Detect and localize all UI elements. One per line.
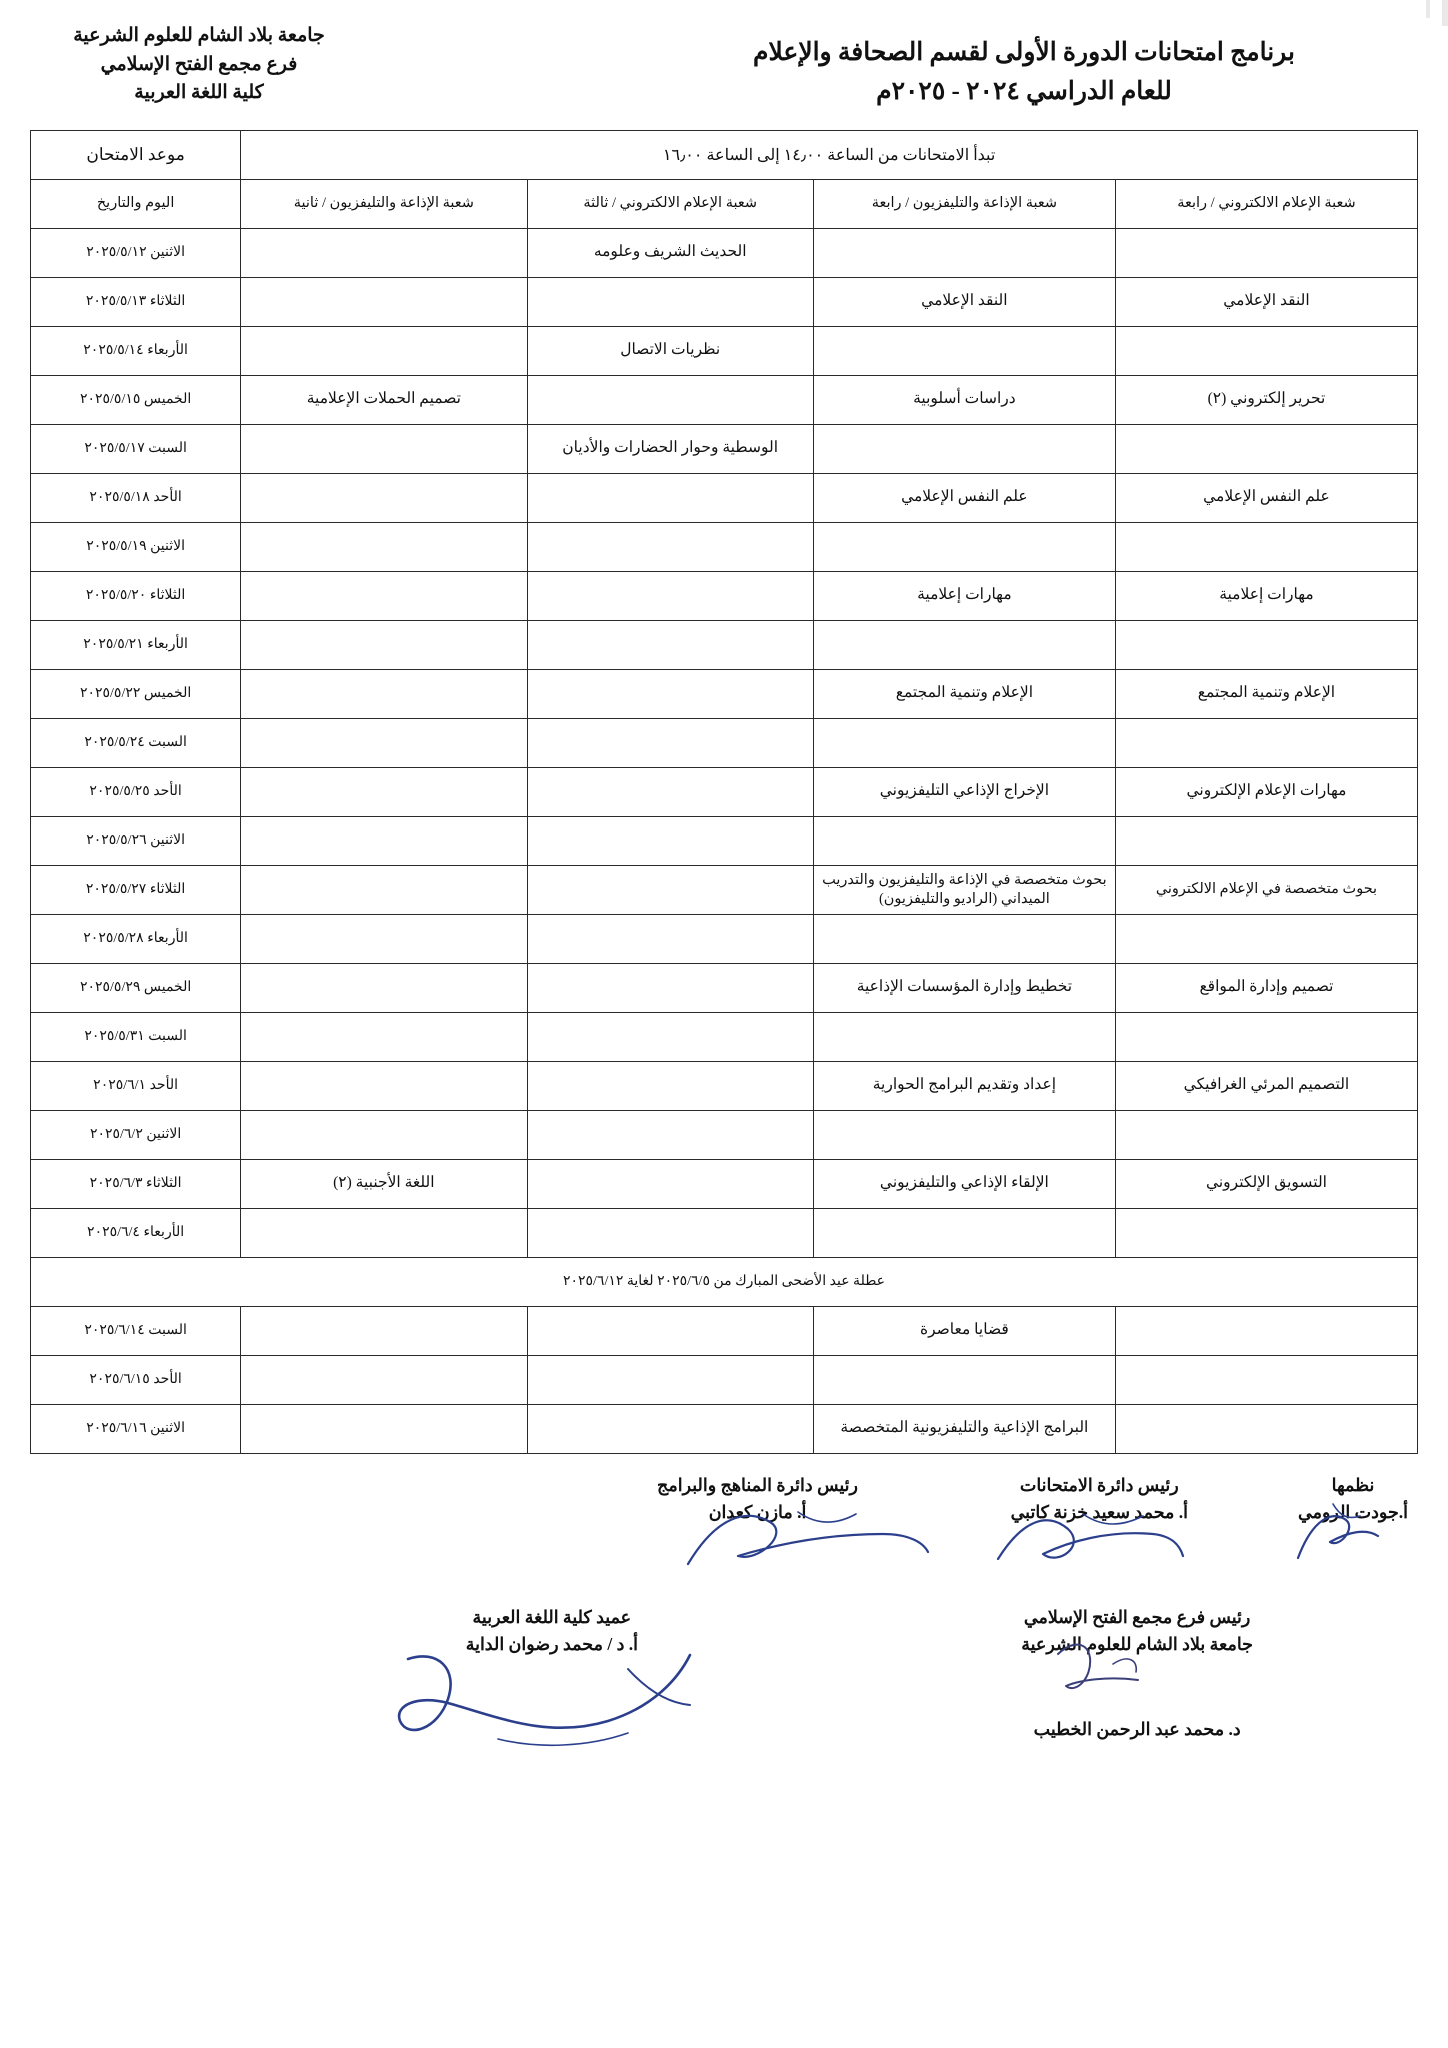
cell-d: دراسات أسلوبية (813, 375, 1115, 424)
scan-edge-mark (1426, 0, 1430, 18)
time-banner: تبدأ الامتحانات من الساعة ١٤٫٠٠ إلى الساعة ١٦٫٠٠ (241, 130, 1418, 179)
cell-d (813, 1110, 1115, 1159)
cell-e (1115, 1404, 1417, 1453)
cell-b (241, 865, 527, 914)
cell-d: بحوث متخصصة في الإذاعة والتليفزيون والتدريب الميداني (الراديو والتليفزيون) (813, 865, 1115, 914)
cell-date: الأحد ٢٠٢٥/٦/١٥ (31, 1355, 241, 1404)
column-header-e: شعبة الإعلام الالكتروني / رابعة (1115, 179, 1417, 228)
cell-b (241, 1208, 527, 1257)
cell-e (1115, 1110, 1417, 1159)
table-row (31, 424, 1418, 473)
table-row (31, 718, 1418, 767)
signature-role: رئيس دائرة الامتحانات (1019, 1474, 1179, 1495)
cell-e: تحرير إلكتروني (٢) (1115, 375, 1417, 424)
cell-date: الأربعاء ٢٠٢٥/٥/٢٨ (31, 914, 241, 963)
cell-date: السبت ٢٠٢٥/٥/١٧ (31, 424, 241, 473)
cell-date: الاثنين ٢٠٢٥/٥/٢٦ (31, 816, 241, 865)
cell-d (813, 228, 1115, 277)
cell-b (241, 816, 527, 865)
cell-c (527, 767, 813, 816)
cell-e: علم النفس الإعلامي (1115, 473, 1417, 522)
org-line-3: كلية اللغة العربية (134, 82, 264, 103)
cell-date: الثلاثاء ٢٠٢٥/٦/٣ (31, 1159, 241, 1208)
cell-date: الخميس ٢٠٢٥/٥/٢٢ (31, 669, 241, 718)
cell-date: الثلاثاء ٢٠٢٥/٥/٢٧ (31, 865, 241, 914)
cell-e (1115, 1208, 1417, 1257)
table-row (31, 1012, 1418, 1061)
cell-date: الاثنين ٢٠٢٥/٦/١٦ (31, 1404, 241, 1453)
signature-role: عميد كلية اللغة العربية (472, 1606, 632, 1627)
cell-c (527, 865, 813, 914)
cell-c (527, 620, 813, 669)
cell-d: إعداد وتقديم البرامج الحوارية (813, 1061, 1115, 1110)
cell-c (527, 1306, 813, 1355)
table-row (31, 1306, 1418, 1355)
table-row (31, 1355, 1418, 1404)
cell-c (527, 473, 813, 522)
signature-name: أ. د / محمد رضوان الداية (465, 1633, 638, 1654)
cell-d (813, 424, 1115, 473)
title-line-1: برنامج امتحانات الدورة الأولى لقسم الصحافة والإعلام (753, 39, 1295, 66)
signature-name: د. محمد عبد الرحمن الخطيب (1033, 1718, 1241, 1739)
cell-d (813, 326, 1115, 375)
cell-c (527, 1355, 813, 1404)
cell-e: مهارات الإعلام الإلكتروني (1115, 767, 1417, 816)
cell-c (527, 1159, 813, 1208)
cell-c (527, 1404, 813, 1453)
cell-e: تصميم وإدارة المواقع (1115, 963, 1417, 1012)
cell-c: الحديث الشريف وعلومه (527, 228, 813, 277)
cell-b (241, 228, 527, 277)
signature-block-organizer (1298, 1472, 1408, 1526)
cell-d: النقد الإعلامي (813, 277, 1115, 326)
table-row (31, 816, 1418, 865)
cell-d (813, 522, 1115, 571)
cell-e (1115, 816, 1417, 865)
org-line-1: جامعة بلاد الشام للعلوم الشرعية (73, 25, 325, 46)
table-row (31, 669, 1418, 718)
signature-role-line-1: رئيس فرع مجمع الفتح الإسلامي (1023, 1606, 1251, 1627)
cell-e (1115, 914, 1417, 963)
cell-d (813, 816, 1115, 865)
table-row (31, 228, 1418, 277)
cell-c (527, 1061, 813, 1110)
cell-b (241, 424, 527, 473)
cell-c (527, 669, 813, 718)
table-row (31, 277, 1418, 326)
cell-e (1115, 718, 1417, 767)
cell-c: الوسطية وحوار الحضارات والأديان (527, 424, 813, 473)
cell-date: الأحد ٢٠٢٥/٥/٢٥ (31, 767, 241, 816)
cell-b (241, 1061, 527, 1110)
cell-e (1115, 522, 1417, 571)
cell-d: قضايا معاصرة (813, 1306, 1115, 1355)
title-line-2: للعام الدراسي ٢٠٢٤ - ٢٠٢٥م (876, 77, 1172, 105)
cell-e: التسويق الإلكتروني (1115, 1159, 1417, 1208)
cell-c (527, 277, 813, 326)
cell-c (527, 522, 813, 571)
cell-b (241, 326, 527, 375)
cell-date: الاثنين ٢٠٢٥/٦/٢ (31, 1110, 241, 1159)
signature-role: نظمها (1331, 1474, 1375, 1495)
table-row (31, 326, 1418, 375)
column-header-d: شعبة الإذاعة والتليفزيون / رابعة (813, 179, 1115, 228)
moed-header: موعد الامتحان (31, 130, 241, 179)
cell-d (813, 1012, 1115, 1061)
cell-d: البرامج الإذاعية والتليفزيونية المتخصصة (813, 1404, 1115, 1453)
signature-name: أ. محمد سعيد خزنة كاتبي (1010, 1501, 1188, 1522)
cell-date: الأحد ٢٠٢٥/٦/١ (31, 1061, 241, 1110)
cell-d (813, 620, 1115, 669)
signature-block-exams-head (1011, 1472, 1188, 1526)
cell-e (1115, 228, 1417, 277)
signature-area (30, 1464, 1418, 1794)
cell-c (527, 1012, 813, 1061)
cell-e: التصميم المرئي الغرافيكي (1115, 1061, 1417, 1110)
cell-b (241, 1012, 527, 1061)
cell-b (241, 1110, 527, 1159)
page-title (694, 34, 1354, 112)
column-header-date: اليوم والتاريخ (31, 179, 241, 228)
cell-d: تخطيط وإدارة المؤسسات الإذاعية (813, 963, 1115, 1012)
cell-date: الخميس ٢٠٢٥/٥/١٥ (31, 375, 241, 424)
cell-c (527, 375, 813, 424)
cell-c (527, 963, 813, 1012)
cell-date: السبت ٢٠٢٥/٦/١٤ (31, 1306, 241, 1355)
cell-b (241, 767, 527, 816)
document-header (0, 0, 1448, 112)
cell-b (241, 1306, 527, 1355)
scan-edge-mark (1442, 0, 1448, 26)
table-row (31, 1061, 1418, 1110)
cell-d (813, 1208, 1115, 1257)
table-row (31, 620, 1418, 669)
cell-b (241, 473, 527, 522)
cell-b (241, 571, 527, 620)
column-header-c: شعبة الإعلام الالكتروني / ثالثة (527, 179, 813, 228)
cell-d: مهارات إعلامية (813, 571, 1115, 620)
cell-c (527, 718, 813, 767)
table-banner-row (31, 130, 1418, 179)
table-row (31, 571, 1418, 620)
cell-d: علم النفس الإعلامي (813, 473, 1115, 522)
signature-role-line-2: جامعة بلاد الشام للعلوم الشرعية (1021, 1633, 1253, 1654)
cell-e (1115, 1306, 1417, 1355)
cell-e (1115, 1012, 1417, 1061)
cell-b (241, 620, 527, 669)
table-row (31, 375, 1418, 424)
cell-e: النقد الإعلامي (1115, 277, 1417, 326)
table-row (31, 1110, 1418, 1159)
cell-date: الاثنين ٢٠٢٥/٥/١٩ (31, 522, 241, 571)
signature-name: أ.جودت الرومي (1298, 1501, 1408, 1522)
cell-d: الإلقاء الإذاعي والتليفزيوني (813, 1159, 1115, 1208)
table-row (31, 1159, 1418, 1208)
table-row (31, 865, 1418, 914)
cell-date: السبت ٢٠٢٥/٥/٢٤ (31, 718, 241, 767)
cell-date: الاثنين ٢٠٢٥/٥/١٢ (31, 228, 241, 277)
cell-c: نظريات الاتصال (527, 326, 813, 375)
cell-date: الخميس ٢٠٢٥/٥/٢٩ (31, 963, 241, 1012)
cell-date: الأربعاء ٢٠٢٥/٥/١٤ (31, 326, 241, 375)
cell-e (1115, 620, 1417, 669)
column-header-b: شعبة الإذاعة والتليفزيون / ثانية (241, 179, 527, 228)
table-row (31, 914, 1418, 963)
cell-e (1115, 1355, 1417, 1404)
org-line-2: فرع مجمع الفتح الإسلامي (100, 53, 298, 75)
table-row (31, 522, 1418, 571)
cell-d: الإعلام وتنمية المجتمع (813, 669, 1115, 718)
cell-b (241, 522, 527, 571)
cell-b (241, 914, 527, 963)
organization-block (34, 22, 364, 108)
signature-name: أ. مازن كعدان (708, 1501, 807, 1522)
cell-e: مهارات إعلامية (1115, 571, 1417, 620)
table-row (31, 1208, 1418, 1257)
cell-b (241, 669, 527, 718)
cell-b (241, 963, 527, 1012)
cell-b: اللغة الأجنبية (٢) (241, 1159, 527, 1208)
cell-date: الأربعاء ٢٠٢٥/٥/٢١ (31, 620, 241, 669)
cell-b (241, 1355, 527, 1404)
cell-b (241, 277, 527, 326)
cell-date: الأحد ٢٠٢٥/٥/١٨ (31, 473, 241, 522)
table-row (31, 767, 1418, 816)
table-subheader-row (31, 179, 1418, 228)
signature-block-dean (466, 1604, 638, 1658)
cell-c (527, 1110, 813, 1159)
cell-b (241, 1404, 527, 1453)
cell-date: السبت ٢٠٢٥/٥/٣١ (31, 1012, 241, 1061)
cell-d: الإخراج الإذاعي التليفزيوني (813, 767, 1115, 816)
cell-e (1115, 424, 1417, 473)
table-row (31, 963, 1418, 1012)
cell-c (527, 816, 813, 865)
cell-b: تصميم الحملات الإعلامية (241, 375, 527, 424)
exam-schedule-table (30, 130, 1418, 1454)
cell-d (813, 718, 1115, 767)
cell-date: الثلاثاء ٢٠٢٥/٥/٢٠ (31, 571, 241, 620)
signature-block-curricula-head (657, 1472, 858, 1526)
cell-b (241, 718, 527, 767)
cell-c (527, 571, 813, 620)
cell-date: الأربعاء ٢٠٢٥/٦/٤ (31, 1208, 241, 1257)
cell-date: الثلاثاء ٢٠٢٥/٥/١٣ (31, 277, 241, 326)
schedule-table-wrapper (30, 130, 1418, 1454)
cell-c (527, 914, 813, 963)
cell-d (813, 914, 1115, 963)
cell-e: الإعلام وتنمية المجتمع (1115, 669, 1417, 718)
holiday-notice: عطلة عيد الأضحى المبارك من ٢٠٢٥/٦/٥ لغاية ٢٠٢٥/٦/١٢ (31, 1257, 1418, 1306)
cell-e: بحوث متخصصة في الإعلام الالكتروني (1115, 865, 1417, 914)
cell-e (1115, 326, 1417, 375)
cell-d (813, 1355, 1115, 1404)
table-row (31, 473, 1418, 522)
signature-block-branch-president (1021, 1604, 1253, 1743)
holiday-row (31, 1257, 1418, 1306)
signature-role: رئيس دائرة المناهج والبرامج (657, 1474, 858, 1495)
table-row (31, 1404, 1418, 1453)
cell-c (527, 1208, 813, 1257)
